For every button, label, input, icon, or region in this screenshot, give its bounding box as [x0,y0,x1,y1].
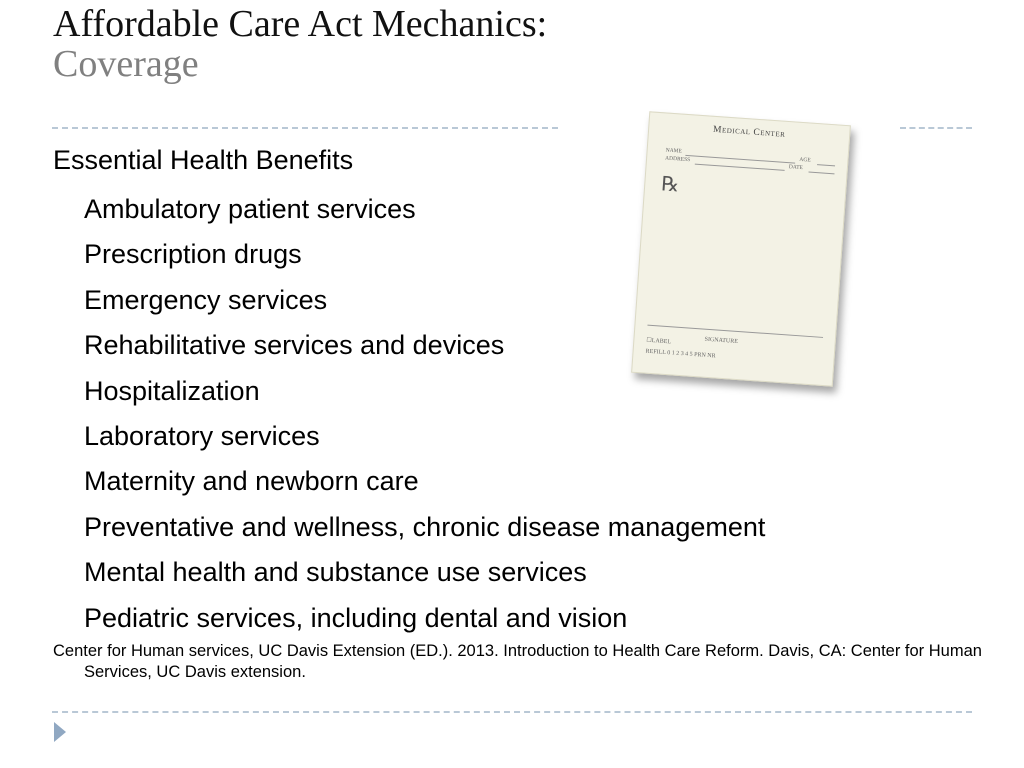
slide-title [53,4,547,84]
list-item: Ambulatory patient services [84,194,416,224]
prescription-age-label: AGE [799,156,811,164]
benefits-list [53,187,953,641]
prescription-name-label: NAME [665,147,683,155]
list-item: Mental health and substance use services [84,557,587,588]
list-item: Preventative and wellness, chronic disease management [84,511,766,542]
prescription-address-label: ADDRESS [664,155,691,164]
list-item: Rehabilitative services and devices [84,330,505,361]
top-divider-left [52,127,558,129]
prescription-refill-text: REFILL 0 1 2 3 4 5 PRN NR [645,348,716,360]
list-item: Pediatric services, including dental and vision [84,602,628,633]
play-arrow-icon[interactable] [54,722,66,742]
prescription-pad-header: Medical Center [712,124,786,140]
slide-title-subtitle: Coverage [53,43,199,85]
prescription-date-label: DATE [788,164,804,172]
slide-body [53,142,953,641]
section-heading: Essential Health Benefits [53,145,354,175]
list-item: Emergency services [84,284,328,315]
rx-symbol-icon: ℞ [660,173,680,197]
bottom-divider [52,711,972,713]
prescription-signature-label: SIGNATURE [704,336,739,345]
top-divider-right [900,127,972,129]
list-item: Maternity and newborn care [84,466,419,497]
list-item: Prescription drugs [84,239,302,270]
prescription-label-checkbox: ☐LABEL [646,337,672,346]
citation-text: Center for Human services, UC Davis Extension (ED.). 2013. Introduction to Health Care Reform. Davis, CA: Center for Human Services, UC Davis extension. [53,642,982,681]
slide-title-main: Affordable Care Act Mechanics: [53,3,548,45]
list-item: Hospitalization [84,375,260,406]
list-item: Laboratory services [84,421,320,452]
